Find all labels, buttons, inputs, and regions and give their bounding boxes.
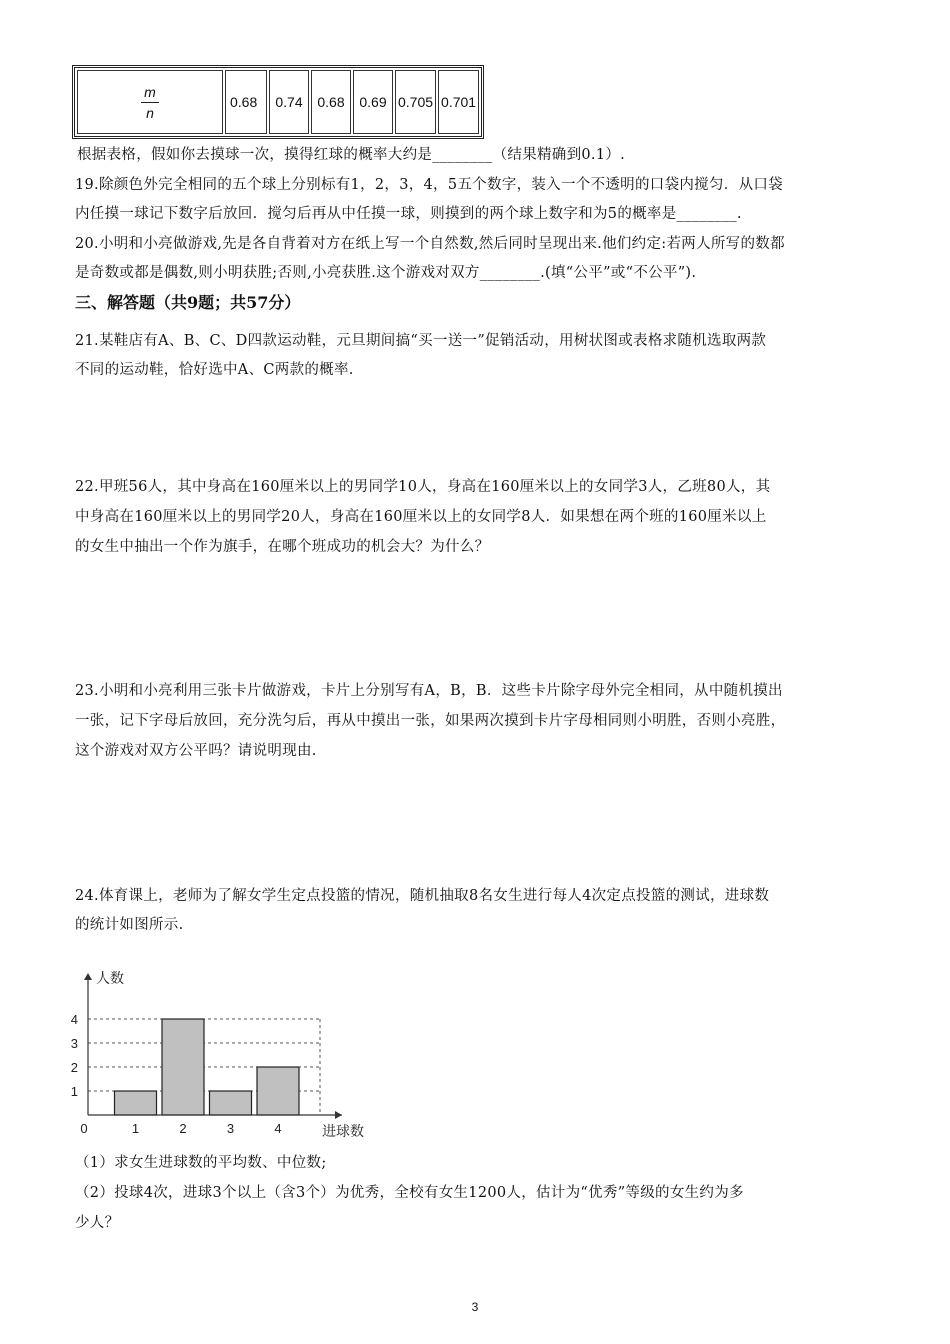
x-tick-label: 4 [274, 1121, 282, 1136]
table-cell: 0.69 [353, 70, 393, 134]
fraction-denominator: n [146, 104, 154, 121]
q21-line-2: 不同的运动鞋，恰好选中A、C两款的概率. [75, 362, 354, 378]
bar [257, 1067, 299, 1115]
table-cell: 0.6​8 [225, 70, 267, 134]
q22-line-1: 22.甲班56人，其中身高在160厘米以上的男同学10人，身高在160厘米以上的女同学3人，乙班80人，其 [75, 479, 771, 495]
y-axis-arrow [84, 973, 92, 980]
x-tick-label: 1 [131, 1121, 140, 1136]
bar [115, 1091, 157, 1115]
table-row [77, 70, 479, 134]
x-axis-title: 进球数 [322, 1124, 364, 1140]
fraction-header-cell [77, 70, 223, 134]
x-axis-arrow [335, 1111, 342, 1119]
q24-part-1: （1）求女生进球数的平均数、中位数; [75, 1155, 327, 1171]
table-cell: 0.701 [438, 70, 479, 134]
q21-line-1: 21.某鞋店有A、B、C、D四款运动鞋，元旦期间搞“买一送一”促销活动，用树状图或表格求随机选取两款 [75, 333, 767, 349]
q19-line-2: 内任摸一球记下数字后放回．搅匀后再从中任摸一球，则摸到的两个球上数字和为5的概率是________. [75, 206, 742, 222]
shots-bar-chart [68, 962, 368, 1142]
q22-line-3: 的女生中抽出一个作为旗手，在哪个班成功的机会大？为什么？ [75, 539, 490, 555]
bar [162, 1019, 204, 1115]
page-number: 3 [471, 1300, 479, 1314]
frequency-table [72, 65, 484, 139]
q23-line-3: 这个游戏对双方公平吗？请说明现由. [75, 743, 317, 759]
x-tick-label: 3 [226, 1121, 235, 1136]
q24-line-1: 24.体育课上，老师为了解女学生定点投篮的情况，随机抽取8名女生进行每人4次定点投篮的测试，进球数 [75, 888, 770, 904]
y-tick-label: 3 [70, 1036, 78, 1051]
x-tick-label: 0 [80, 1121, 88, 1136]
fraction-m-over-n [141, 82, 159, 123]
q20-line-1: 20.小明和小亮做游戏,先是各自背着对方在纸上写一个自然数,然后同时呈现出来.他们约定:若两人所写的数都 [75, 236, 785, 252]
q24-part-2-line-2: 少人？ [75, 1215, 120, 1231]
y-tick-label: 2 [70, 1060, 78, 1075]
y-tick-label: 4 [70, 1012, 78, 1027]
q24-line-2: 的统计如图所示. [75, 917, 184, 933]
q18-prompt: 根据表格，假如你去摸球一次，摸得红球的概率大约是________（结果精确到0.1）. [77, 147, 626, 163]
fraction-numerator: m [141, 82, 159, 103]
table-cell: 0.74 [269, 70, 309, 134]
x-tick-label: 2 [179, 1121, 187, 1136]
y-axis-title: 人数 [96, 971, 124, 987]
q24-part-2-line-1: （2）投球4次，进球3个以上（含3个）为优秀，全校有女生1200人，估计为“优秀”等级的女生约为多 [75, 1185, 744, 1201]
q23-line-2: 一张，记下字母后放回，充分洗匀后，再从中摸出一张，如果两次摸到卡片字母相同则小明胜，否则小亮胜， [75, 713, 786, 729]
table-cell: 0.705 [395, 70, 436, 134]
q19-line-1: 19.除颜色外完全相同的五个球上分别标有1，2，3，4，5五个数字，装入一个不透明的口袋内搅匀．从口袋 [75, 177, 783, 193]
section-heading: 三、解答题（共9题；共57分） [75, 293, 301, 312]
y-tick-label: 1 [70, 1084, 78, 1099]
q20-line-2: 是奇数或都是偶数,则小明获胜;否则,小亮获胜.这个游戏对双方________.(填“公平”或“不公平”). [75, 265, 697, 281]
table-cell: 0.68 [311, 70, 351, 134]
q22-line-2: 中身高在160厘米以上的男同学20人，身高在160厘米以上的女同学8人．如果想在两个班的160厘米以上 [75, 509, 767, 525]
q23-line-1: 23.小明和小亮利用三张卡片做游戏，卡片上分别写有A，B，B．这些卡片除字母外完全相同，从中随机摸出 [75, 683, 783, 699]
bar [210, 1091, 252, 1115]
